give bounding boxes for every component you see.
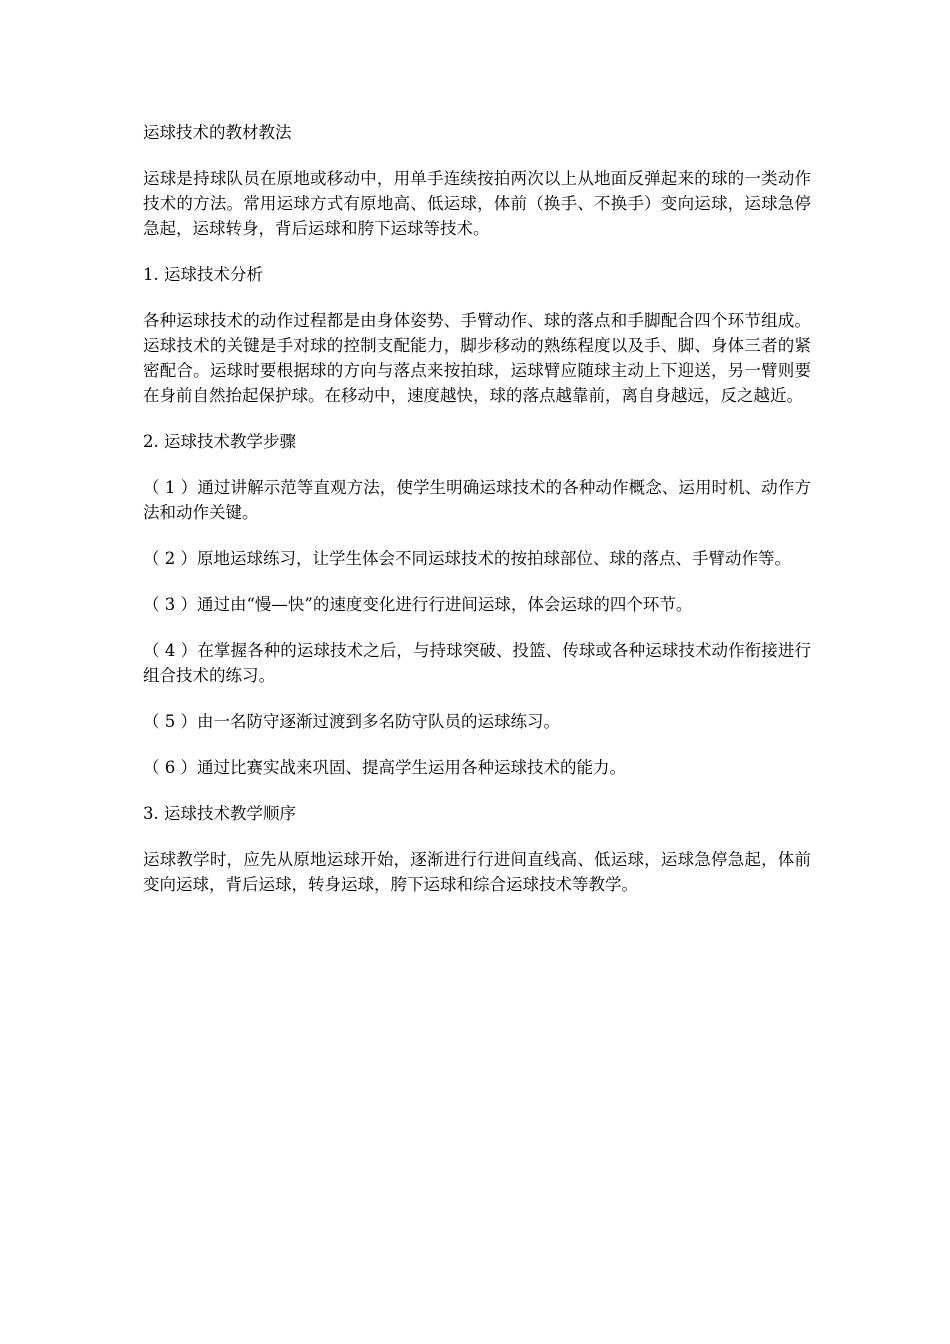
step-item: （ 5 ）由一名防守逐渐过渡到多名防守队员的运球练习。 bbox=[143, 712, 560, 731]
step-item: （ 3 ）通过由“慢—快”的速度变化进行行进间运球，体会运球的四个环节。 bbox=[143, 595, 693, 614]
section-2-heading: 2. 运球技术教学步骤 bbox=[143, 432, 296, 451]
intro-paragraph: 运球是持球队员在原地或移动中，用单手连续按拍两次以上从地面反弹起来的球的一类动作技术的方法。常用运球方式有原地高、低运球，体前（换手、不换手）变向运球，运球急停急起，运球转身，背后运球和胯下运球等技术。 bbox=[143, 169, 811, 238]
step-item: （ 4 ）在掌握各种的运球技术之后，与持球突破、投篮、传球或各种运球技术动作衔接进行组合技术的练习。 bbox=[143, 641, 811, 685]
section-1-body: 各种运球技术的动作过程都是由身体姿势、手臂动作、球的落点和手脚配合四个环节组成。运球技术的关键是手对球的控制支配能力，脚步移动的熟练程度以及手、脚、身体三者的紧密配合。运球时要根据球的方向与落点来按拍球，运球臂应随球主动上下迎送，另一臂则要在身前自然抬起保护球。在移动中，速度越快，球的落点越靠前，离自身越远，反之越近。 bbox=[143, 311, 811, 405]
document-title: 运球技术的教材教法 bbox=[143, 123, 292, 142]
step-item: （ 1 ）通过讲解示范等直观方法，使学生明确运球技术的各种动作概念、运用时机、动作方法和动作关键。 bbox=[143, 478, 811, 522]
section-3-heading: 3. 运球技术教学顺序 bbox=[143, 804, 296, 823]
document-page bbox=[143, 120, 811, 918]
section-3-body: 运球教学时，应先从原地运球开始，逐渐进行行进间直线高、低运球，运球急停急起，体前变向运球，背后运球，转身运球，胯下运球和综合运球技术等教学。 bbox=[143, 850, 811, 894]
step-item: （ 6 ）通过比赛实战来巩固、提高学生运用各种运球技术的能力。 bbox=[143, 758, 626, 777]
section-1-heading: 1. 运球技术分析 bbox=[143, 265, 263, 284]
step-item: （ 2 ）原地运球练习，让学生体会不同运球技术的按拍球部位、球的落点、手臂动作等。 bbox=[143, 549, 791, 568]
